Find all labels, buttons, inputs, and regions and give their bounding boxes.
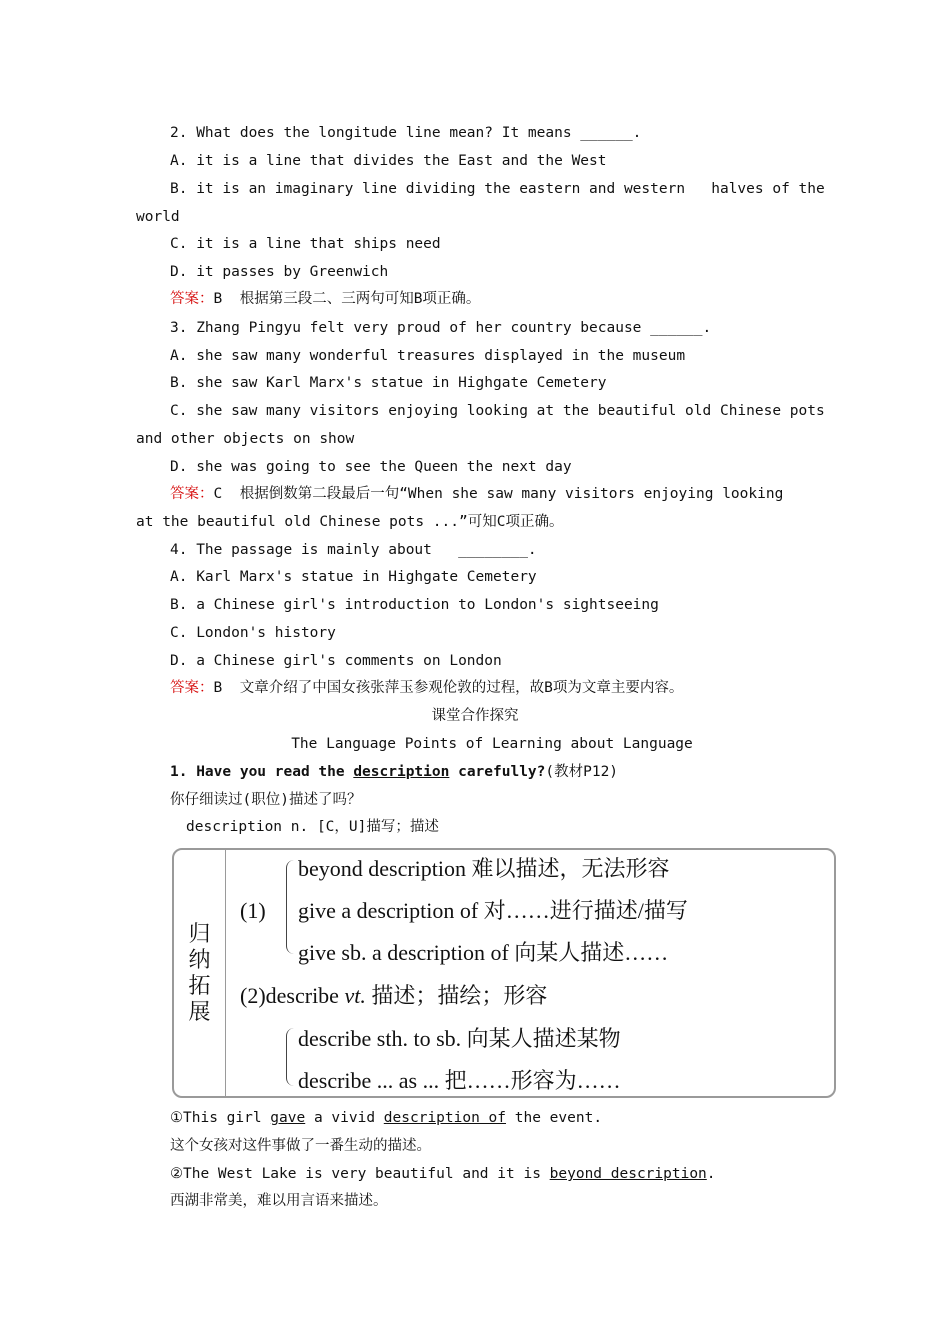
group2-brace (286, 1028, 295, 1086)
q4-option-d: D. a Chinese girl's comments on London (170, 653, 502, 669)
q2-option-b: B. it is an imaginary line dividing the eastern and western halves of the (170, 181, 825, 197)
group1-number: (1) (240, 898, 266, 923)
point1-definition: description n. [C，U]描写；描述 (186, 819, 439, 835)
group2-prefix: (2)describe (240, 983, 345, 1008)
q4-answer (170, 678, 683, 698)
ex1-a: ①This girl (170, 1110, 271, 1126)
example-1 (170, 1108, 602, 1128)
box-divider (225, 850, 226, 1096)
q3-answer-cont: at the beautiful old Chinese pots ...”可知C项正确。 (136, 514, 564, 530)
answer-label: 答案： (170, 680, 214, 696)
q3-answer (170, 484, 783, 504)
ex1-b: a vivid (305, 1110, 384, 1126)
ex1-description-of: description of (383, 1110, 507, 1126)
point1-source: (教材P12) (545, 764, 619, 780)
ex2-b: . (706, 1166, 716, 1182)
box-line-4: describe sth. to sb. 向某人描述某物 (298, 1026, 621, 1051)
box-line-1: beyond description 难以描述，无法形容 (298, 856, 670, 881)
box-label-char: 展 (188, 1000, 211, 1025)
box-line-3: give sb. a description of 向某人描述…… (298, 940, 669, 965)
group2-rest: 描述；描绘；形容 (365, 983, 548, 1008)
q2-option-c: C. it is a line that ships need (170, 236, 441, 252)
example-2 (170, 1164, 716, 1184)
q2-option-d: D. it passes by Greenwich (170, 264, 389, 280)
summary-box (172, 848, 836, 1098)
answer-label: 答案： (170, 486, 214, 502)
box-label-char: 归 (188, 922, 211, 947)
ex2-beyond-description: beyond description (549, 1166, 707, 1182)
q3-question: 3. Zhang Pingyu felt very proud of her country because ______. (170, 320, 712, 336)
group1-brace (286, 860, 295, 954)
q3-option-c-cont: and other objects on show (136, 431, 355, 447)
point1-num: 1. Have you read the (170, 764, 354, 780)
q3-option-b: B. she saw Karl Marx's statue in Highgate Cemetery (170, 375, 607, 391)
answer-label: 答案： (170, 291, 214, 307)
q4-option-a: A. Karl Marx's statue in Highgate Cemetery (170, 569, 537, 585)
box-line-2: give a description of 对……进行描述/描写 (298, 898, 688, 923)
point1-keyword: description (353, 764, 450, 780)
section-title-en: The Language Points of Learning about Language (291, 736, 693, 752)
answer-text: B 文章介绍了中国女孩张萍玉参观伦敦的过程，故B项为文章主要内容。 (213, 680, 684, 696)
example-1-translation: 这个女孩对这件事做了一番生动的描述。 (170, 1138, 431, 1154)
ex1-c: the event. (506, 1110, 603, 1126)
section-title-cn: 课堂合作探究 (431, 708, 519, 724)
q3-option-c: C. she saw many visitors enjoying looking at the beautiful old Chinese pots (170, 403, 825, 419)
q2-answer (170, 289, 480, 309)
q2-option-a: A. it is a line that divides the East and the West (170, 153, 607, 169)
answer-text: B 根据第三段二、三两句可知B项正确。 (213, 291, 481, 307)
box-line-group2 (240, 983, 547, 1009)
point1-translation: 你仔细读过(职位)描述了吗？ (170, 792, 362, 808)
point1-heading (170, 762, 618, 782)
ex2-a: ②The West Lake is very beautiful and it is (170, 1166, 550, 1182)
q3-option-d: D. she was going to see the Queen the next day (170, 459, 572, 475)
box-label-char: 纳 (188, 948, 211, 973)
q4-option-b: B. a Chinese girl's introduction to London's sightseeing (170, 597, 659, 613)
q3-option-a: A. she saw many wonderful treasures displayed in the museum (170, 348, 686, 364)
box-label (174, 922, 225, 1026)
q2-question: 2. What does the longitude line mean? It means ______. (170, 125, 642, 141)
box-label-char: 拓 (188, 974, 211, 999)
answer-text: C 根据倒数第二段最后一句“When she saw many visitors enjoying looking (213, 486, 784, 502)
group2-pos: vt. (344, 983, 366, 1008)
q4-question: 4. The passage is mainly about ________. (170, 542, 537, 558)
q4-option-c: C. London's history (170, 625, 336, 641)
box-line-5: describe ... as ... 把……形容为…… (298, 1068, 621, 1093)
example-2-translation: 西湖非常美，难以用言语来描述。 (170, 1193, 388, 1209)
point1-rest: carefully? (449, 764, 546, 780)
q2-option-b-cont: world (136, 209, 180, 225)
ex1-gave: gave (270, 1110, 306, 1126)
